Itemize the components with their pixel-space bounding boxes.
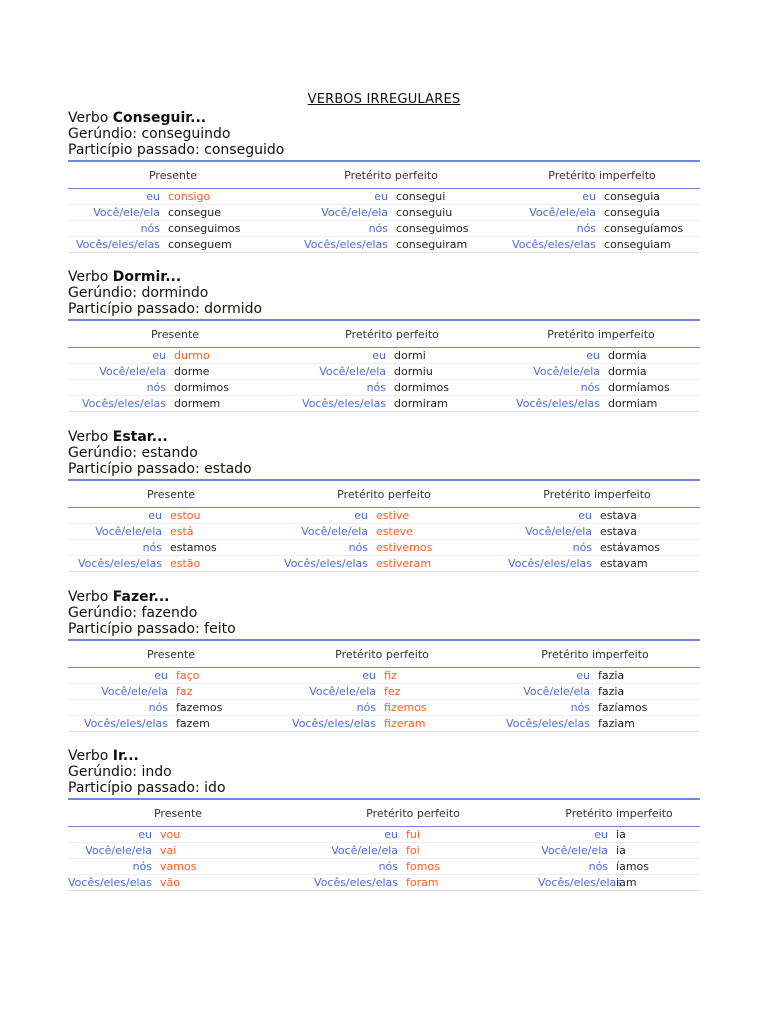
gerund-value: indo: [141, 764, 172, 780]
verb-form: conseguiam: [602, 237, 700, 253]
verb-heading: [68, 748, 700, 764]
pronoun: Vocês/eles/elas: [68, 716, 174, 732]
irregular-form: consigo: [166, 189, 278, 205]
verb-form: estamos: [168, 540, 274, 556]
participle-value: estado: [204, 461, 252, 477]
table-row: [68, 237, 700, 253]
pronoun: eu: [504, 189, 602, 205]
pronoun: nós: [278, 221, 394, 237]
irregular-form: foi: [404, 843, 538, 859]
tense-header: Pretérito imperfeito: [502, 320, 700, 348]
participle-value: dormido: [204, 301, 263, 317]
irregular-form: esteve: [374, 524, 494, 540]
verb-section: [68, 429, 700, 572]
verb-info: [68, 110, 700, 158]
conjugation-table: [68, 639, 700, 732]
irregular-form: fizeram: [382, 716, 490, 732]
verb-form: conseguiram: [394, 237, 504, 253]
pronoun: Você/ele/ela: [494, 524, 598, 540]
verb-name: Conseguir...: [112, 110, 207, 126]
verb-label: Verbo: [68, 429, 113, 445]
gerund-value: fazendo: [141, 605, 198, 621]
participle-label: Particípio passado:: [68, 301, 205, 317]
verb-form: estávamos: [598, 540, 700, 556]
participle-line: [68, 461, 700, 477]
verb-form: iam: [614, 875, 700, 891]
verb-form: faziam: [596, 716, 700, 732]
irregular-form: estou: [168, 508, 274, 524]
tense-header: Pretérito perfeito: [282, 320, 502, 348]
verb-form: fazíamos: [596, 700, 700, 716]
verb-form: dormi: [392, 348, 502, 364]
pronoun: Você/ele/ela: [68, 524, 168, 540]
pronoun: Você/ele/ela: [288, 843, 404, 859]
pronoun: nós: [68, 700, 174, 716]
pronoun: eu: [68, 827, 158, 843]
table-row: [68, 348, 700, 364]
verb-form: conseguem: [166, 237, 278, 253]
verb-heading: [68, 269, 700, 285]
pronoun: Vocês/eles/elas: [68, 237, 166, 253]
verb-form: dormem: [172, 396, 282, 412]
participle-label: Particípio passado:: [68, 461, 205, 477]
table-row: [68, 396, 700, 412]
verb-label: Verbo: [68, 110, 113, 126]
participle-label: Particípio passado:: [68, 621, 205, 637]
page-title: VERBOS IRREGULARES: [307, 92, 461, 107]
verb-info: [68, 269, 700, 317]
gerund-value: dormindo: [141, 285, 209, 301]
tense-header: Pretérito imperfeito: [504, 161, 700, 189]
gerund-value: conseguindo: [141, 126, 231, 142]
pronoun: Você/ele/ela: [502, 364, 606, 380]
conjugation-table: [68, 798, 700, 891]
pronoun: nós: [490, 700, 596, 716]
verb-form: dormia: [606, 348, 700, 364]
pronoun: nós: [68, 380, 172, 396]
verb-form: conseguia: [602, 189, 700, 205]
verb-form: fazia: [596, 668, 700, 684]
participle-label: Particípio passado:: [68, 780, 205, 796]
pronoun: nós: [538, 859, 614, 875]
pronoun: nós: [68, 221, 166, 237]
table-row: [68, 875, 700, 891]
verb-form: ia: [614, 843, 700, 859]
irregular-form: estivemos: [374, 540, 494, 556]
verb-form: estavam: [598, 556, 700, 572]
tense-header: Presente: [68, 640, 274, 668]
pronoun: nós: [282, 380, 392, 396]
pronoun: Você/ele/ela: [68, 205, 166, 221]
pronoun: Vocês/eles/elas: [538, 876, 623, 889]
irregular-form: fiz: [382, 668, 490, 684]
pronoun: eu: [282, 348, 392, 364]
participle-line: [68, 301, 700, 317]
pronoun: Você/ele/ela: [504, 205, 602, 221]
pronoun: Vocês/eles/elas: [278, 237, 394, 253]
pronoun: Você/ele/ela: [490, 684, 596, 700]
pronoun: eu: [502, 348, 606, 364]
verb-form: fazem: [174, 716, 274, 732]
pronoun: Você/ele/ela: [274, 524, 374, 540]
tense-header: Pretérito perfeito: [278, 161, 504, 189]
pronoun: nós: [68, 540, 168, 556]
tense-header: Presente: [68, 161, 278, 189]
irregular-form: fizemos: [382, 700, 490, 716]
verb-name: Fazer...: [112, 589, 170, 605]
pronoun: Você/ele/ela: [278, 205, 394, 221]
verb-form: estava: [598, 524, 700, 540]
pronoun: Vocês/eles/elas: [68, 396, 172, 412]
verb-heading: [68, 110, 700, 126]
verb-heading: [68, 589, 700, 605]
participle-value: conseguido: [204, 142, 285, 158]
irregular-form: vamos: [158, 859, 288, 875]
irregular-form: foram: [404, 875, 538, 891]
verb-form: consegui: [394, 189, 504, 205]
pronoun: nós: [68, 859, 158, 875]
irregular-form: estiveram: [374, 556, 494, 572]
verb-label: Verbo: [68, 269, 113, 285]
pronoun: Você/ele/ela: [274, 684, 382, 700]
pronoun: nós: [504, 221, 602, 237]
table-row: [68, 700, 700, 716]
verb-label: Verbo: [68, 589, 113, 605]
verb-form: consegue: [166, 205, 278, 221]
pronoun: nós: [274, 700, 382, 716]
participle-label: Particípio passado:: [68, 142, 205, 158]
verb-label: Verbo: [68, 748, 113, 764]
irregular-form: durmo: [172, 348, 282, 364]
verb-form: dormimos: [172, 380, 282, 396]
gerund-label: Gerúndio:: [68, 764, 142, 780]
verb-form: conseguimos: [166, 221, 278, 237]
tense-header: Pretérito imperfeito: [490, 640, 700, 668]
verb-section: [68, 589, 700, 732]
table-row: [68, 859, 700, 875]
pronoun: Vocês/eles/elas: [494, 556, 598, 572]
verb-section: [68, 269, 700, 412]
pronoun: Você/ele/ela: [68, 684, 174, 700]
pronoun: Você/ele/ela: [68, 843, 158, 859]
irregular-form: faço: [174, 668, 274, 684]
pronoun: Vocês/eles/elas: [68, 875, 158, 891]
pronoun: Você/ele/ela: [282, 364, 392, 380]
gerund-label: Gerúndio:: [68, 445, 142, 461]
irregular-form: faz: [174, 684, 274, 700]
pronoun: Vocês/eles/elas: [282, 396, 392, 412]
pronoun: eu: [278, 189, 394, 205]
verb-form: dormiu: [392, 364, 502, 380]
participle-line: [68, 142, 700, 158]
verb-form: dormíamos: [606, 380, 700, 396]
conjugation-table: [68, 160, 700, 253]
gerund-label: Gerúndio:: [68, 126, 142, 142]
pronoun: eu: [274, 668, 382, 684]
pronoun: Vocês/eles/elas: [504, 237, 602, 253]
gerund-line: [68, 445, 700, 461]
verb-section: [68, 748, 700, 891]
verb-form: fazemos: [174, 700, 274, 716]
pronoun: Vocês/eles/elas: [274, 716, 382, 732]
verb-form: dormiam: [606, 396, 700, 412]
verb-form: fazia: [596, 684, 700, 700]
pronoun: eu: [494, 508, 598, 524]
tense-header: Pretérito imperfeito: [494, 480, 700, 508]
verb-name: Ir...: [112, 748, 139, 764]
table-row: [68, 668, 700, 684]
gerund-label: Gerúndio:: [68, 605, 142, 621]
gerund-line: [68, 285, 700, 301]
verb-form: conseguiu: [394, 205, 504, 221]
pronoun: eu: [68, 348, 172, 364]
table-row: [68, 684, 700, 700]
pronoun: Você/ele/ela: [68, 364, 172, 380]
verb-form: dormiram: [392, 396, 502, 412]
pronoun: eu: [68, 668, 174, 684]
conjugation-table: [68, 319, 700, 412]
irregular-form: estive: [374, 508, 494, 524]
table-row: [68, 843, 700, 859]
tense-header: Pretérito perfeito: [274, 480, 494, 508]
verb-form: conseguíamos: [602, 221, 700, 237]
pronoun: eu: [274, 508, 374, 524]
table-row: [68, 221, 700, 237]
irregular-form: está: [168, 524, 274, 540]
pronoun: nós: [494, 540, 598, 556]
pronoun: Vocês/eles/elas: [490, 716, 596, 732]
verb-name: Dormir...: [112, 269, 182, 285]
table-row: [68, 827, 700, 843]
irregular-form: estão: [168, 556, 274, 572]
pronoun: Vocês/eles/elas: [68, 556, 168, 572]
table-row: [68, 556, 700, 572]
verb-form: ia: [614, 827, 700, 843]
pronoun: eu: [68, 189, 166, 205]
participle-line: [68, 780, 700, 796]
verb-form: íamos: [614, 859, 700, 875]
tense-header: Presente: [68, 799, 288, 827]
tense-header: Pretérito imperfeito: [538, 799, 700, 827]
verb-info: [68, 748, 700, 796]
pronoun: nós: [274, 540, 374, 556]
irregular-form: vou: [158, 827, 288, 843]
irregular-form: vai: [158, 843, 288, 859]
verb-form: conseguia: [602, 205, 700, 221]
irregular-form: fez: [382, 684, 490, 700]
verb-form: conseguimos: [394, 221, 504, 237]
table-row: [68, 716, 700, 732]
conjugation-table: [68, 479, 700, 572]
pronoun: eu: [288, 827, 404, 843]
verb-form: estava: [598, 508, 700, 524]
pronoun: nós: [502, 380, 606, 396]
gerund-line: [68, 605, 700, 621]
participle-value: feito: [204, 621, 236, 637]
tense-header: Presente: [68, 480, 274, 508]
pronoun: eu: [68, 508, 168, 524]
pronoun: Vocês/eles/elas: [288, 875, 404, 891]
pronoun: eu: [538, 827, 614, 843]
tense-header: Pretérito perfeito: [288, 799, 538, 827]
gerund-line: [68, 126, 700, 142]
table-row: [68, 205, 700, 221]
pronoun: nós: [288, 859, 404, 875]
table-row: [68, 540, 700, 556]
irregular-form: fomos: [404, 859, 538, 875]
verb-form: dormimos: [392, 380, 502, 396]
verb-form: dormia: [606, 364, 700, 380]
pronoun: Vocês/eles/elas: [502, 396, 606, 412]
verb-info: [68, 589, 700, 637]
table-row: [68, 364, 700, 380]
pronoun: eu: [490, 668, 596, 684]
verb-name: Estar...: [112, 429, 168, 445]
gerund-line: [68, 764, 700, 780]
verb-form: dorme: [172, 364, 282, 380]
tense-header: Pretérito perfeito: [274, 640, 490, 668]
pronoun: Vocês/eles/elas: [274, 556, 374, 572]
participle-value: ido: [204, 780, 226, 796]
irregular-form: fui: [404, 827, 538, 843]
participle-line: [68, 621, 700, 637]
table-row: [68, 524, 700, 540]
table-row: [68, 380, 700, 396]
pronoun: Você/ele/ela: [538, 843, 614, 859]
irregular-form: vão: [158, 875, 288, 891]
verb-info: [68, 429, 700, 477]
verb-heading: [68, 429, 700, 445]
gerund-value: estando: [141, 445, 198, 461]
tense-header: Presente: [68, 320, 282, 348]
table-row: [68, 508, 700, 524]
table-row: [68, 189, 700, 205]
verb-section: [68, 110, 700, 253]
gerund-label: Gerúndio:: [68, 285, 142, 301]
